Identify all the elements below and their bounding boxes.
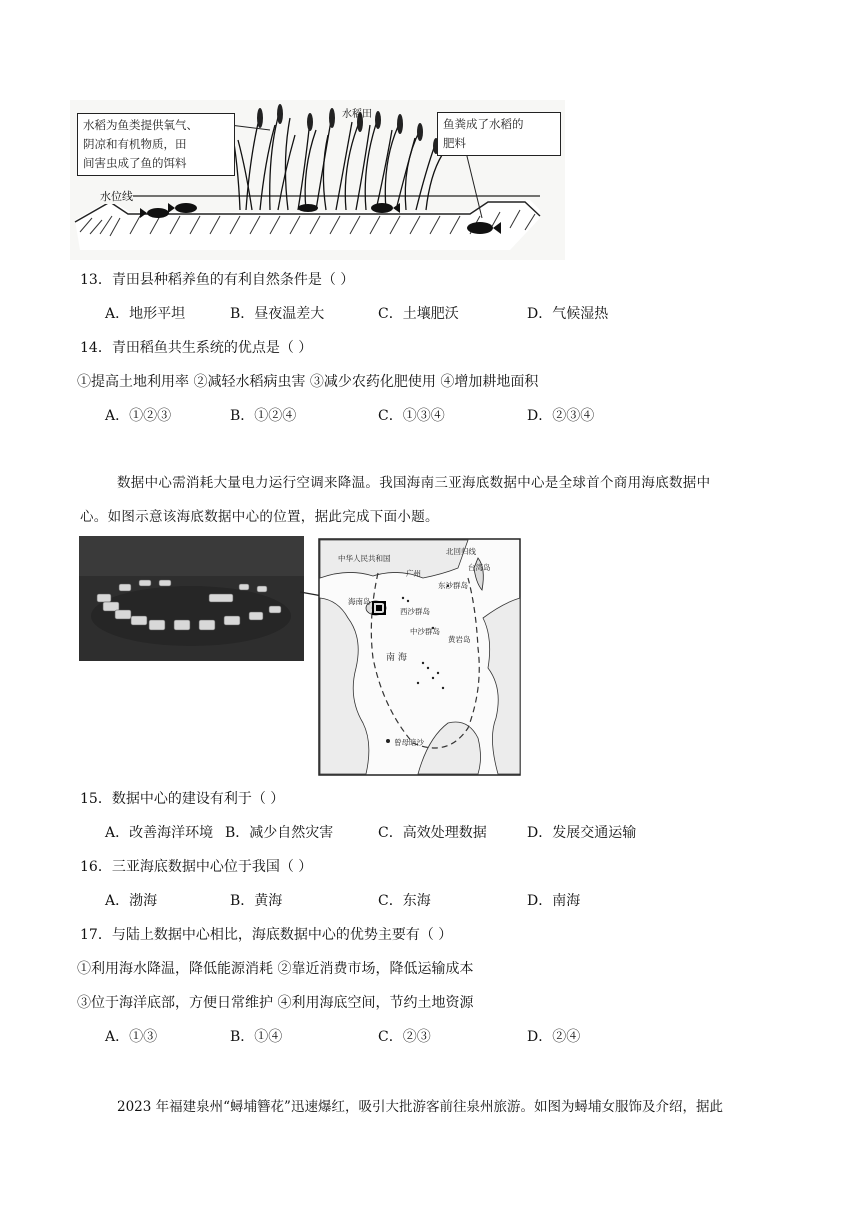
passage3-line-1: 2023 年福建泉州“蟳埔簪花”迅速爆红，吸引大批游客前往泉州旅游。如图为蟳埔女服饰及介绍，据此: [117, 1099, 723, 1115]
map-label-dongsha: 东沙群岛: [438, 581, 468, 590]
q13-option-c[interactable]: C．土壤肥沃: [378, 306, 459, 322]
q14-option-a[interactable]: A．①②③: [105, 408, 172, 424]
south-china-sea-map: [318, 538, 521, 776]
q16-option-b[interactable]: B．黄海: [230, 893, 283, 909]
map-label-zhongsha: 中沙群岛: [410, 627, 440, 636]
q17-option-b[interactable]: B．①④: [230, 1029, 283, 1045]
q13-option-a[interactable]: A．地形平坦: [105, 306, 186, 322]
q14-option-c[interactable]: C．①③④: [378, 408, 445, 424]
underwater-pods-photo: [79, 536, 304, 661]
right-caption-line-2: 肥料: [443, 136, 466, 150]
q17-option-d[interactable]: D．②④: [527, 1029, 581, 1045]
data-center-photo: [79, 536, 304, 661]
q17-statement-1: ①利用海水降温，降低能源消耗 ②靠近消费市场，降低运输成本: [77, 961, 474, 977]
q15-option-c[interactable]: C．高效处理数据: [378, 825, 487, 841]
q14-option-b[interactable]: B．①②④: [230, 408, 297, 424]
left-caption-line-2: 阴凉和有机物质，田: [83, 137, 187, 151]
map-label-tropic: 北回归线: [446, 547, 476, 556]
q13-option-d[interactable]: D．气候湿热: [527, 306, 609, 322]
q14-stem: 14．青田稻鱼共生系统的优点是（ ）: [80, 340, 313, 356]
map-label-china: 中华人民共和国: [338, 554, 391, 563]
map-label-zengmu: 曾母暗沙: [394, 738, 424, 747]
q17-stem: 17．与陆上数据中心相比，海底数据中心的优势主要有（ ）: [80, 927, 453, 943]
q15-option-a[interactable]: A．改善海洋环境: [105, 825, 214, 841]
passage2-line-2: 心。如图示意该海底数据中心的位置，据此完成下面小题。: [80, 509, 439, 525]
q17-statement-2: ③位于海洋底部，方便日常维护 ④利用海底空间，节约土地资源: [77, 995, 474, 1011]
map-label-nanhai: 南 海: [386, 653, 407, 663]
passage2-line-1: 数据中心需消耗大量电力运行空调来降温。我国海南三亚海底数据中心是全球首个商用海底数据中: [117, 475, 711, 491]
left-caption-box: [77, 113, 235, 176]
q16-option-d[interactable]: D．南海: [527, 893, 581, 909]
left-caption-line-1: 水稻为鱼类提供氧气、: [83, 118, 198, 132]
q14-statements: ①提高土地利用率 ②减轻水稻病虫害 ③减少农药化肥使用 ④增加耕地面积: [77, 374, 539, 390]
q16-stem: 16．三亚海底数据中心位于我国（ ）: [80, 859, 313, 875]
q13-option-b[interactable]: B．昼夜温差大: [230, 306, 325, 322]
left-caption-line-3: 间害虫成了鱼的饵料: [83, 156, 187, 170]
q17-option-c[interactable]: C．②③: [378, 1029, 431, 1045]
q16-option-c[interactable]: C．东海: [378, 893, 431, 909]
map-label-taiwan: 台湾岛: [468, 563, 491, 572]
paddy-label: 水稻田: [342, 109, 372, 120]
map-label-xisha: 西沙群岛: [400, 607, 430, 616]
water-level-label: 水位线: [100, 190, 133, 203]
q15-option-b[interactable]: B．减少自然灾害: [225, 825, 334, 841]
right-caption-line-1: 鱼粪成了水稻的: [443, 117, 524, 131]
map-label-huangyan: 黄岩岛: [448, 635, 471, 644]
q13-stem: 13．青田县种稻养鱼的有利自然条件是（ ）: [80, 272, 355, 288]
q15-stem: 15．数据中心的建设有利于（ ）: [80, 791, 285, 807]
map-label-guangzhou: 广州: [406, 569, 421, 578]
q17-option-a[interactable]: A．①③: [105, 1029, 158, 1045]
map-label-hainan: 海南岛: [348, 597, 371, 606]
q15-option-d[interactable]: D．发展交通运输: [527, 825, 637, 841]
right-caption-box: [437, 112, 561, 156]
q16-option-a[interactable]: A．渤海: [105, 893, 158, 909]
rice-fish-figure: [70, 100, 565, 260]
q14-option-d[interactable]: D．②③④: [527, 408, 595, 424]
